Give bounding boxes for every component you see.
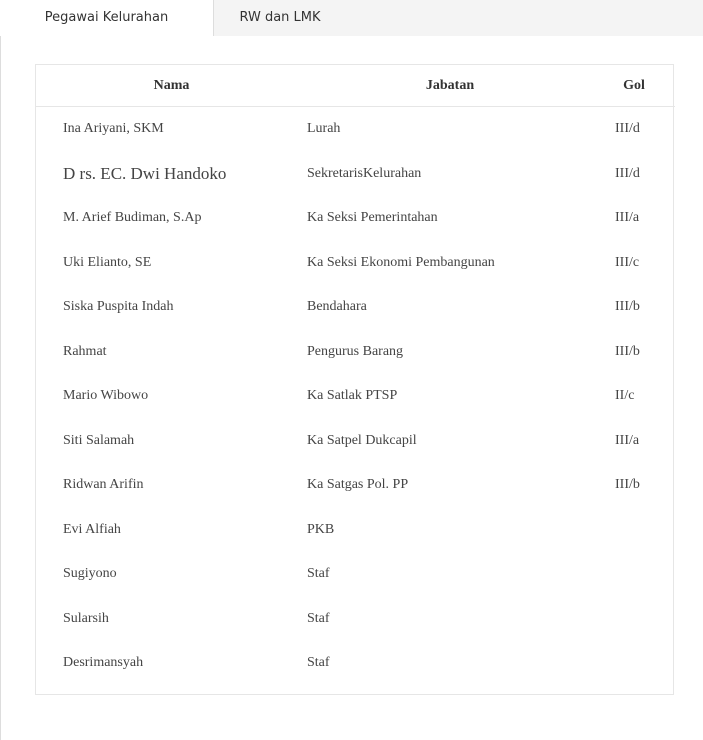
tab-rw-dan-lmk[interactable]: RW dan LMK [239,10,321,25]
cell-gol: III/b [615,299,640,315]
cell-gol: III/d [615,121,640,137]
staff-table-container [35,64,674,695]
cell-nama: Sularsih [63,610,109,626]
table-row [36,419,675,464]
cell-nama: Evi Alfiah [63,521,121,537]
cell-jabatan: Staf [307,655,330,671]
tab-pegawai-kelurahan[interactable]: Pegawai Kelurahan [0,0,214,37]
cell-jabatan: Ka Seksi Ekonomi Pembangunan [307,254,495,270]
table-row [36,241,675,286]
table-row [36,552,675,597]
cell-gol: II/c [615,388,635,404]
cell-jabatan: SekretarisKelurahan [307,165,422,181]
cell-gol [593,508,675,553]
table-row [36,463,675,508]
cell-gol [593,641,675,686]
table-row [36,597,675,642]
cell-gol: III/a [615,432,640,448]
cell-jabatan: Ka Satpel Dukcapil [307,432,417,448]
cell-nama: Sugiyono [63,566,117,582]
cell-jabatan: Bendahara [307,299,367,315]
cell-gol: III/c [615,254,640,270]
cell-jabatan: PKB [307,521,335,537]
table-row [36,152,675,197]
cell-nama: Mario Wibowo [63,388,149,404]
cell-jabatan: Lurah [307,121,341,137]
cell-gol [593,552,675,597]
table-row [36,641,675,686]
cell-nama: D rs. EC. Dwi Handoko [63,163,227,183]
header-nama: Nama [36,65,307,107]
table-row [36,330,675,375]
cell-nama: M. Arief Budiman, S.Ap [63,210,202,226]
cell-nama: Ina Ariyani, SKM [63,121,164,137]
cell-gol [593,597,675,642]
cell-nama: Siska Puspita Indah [63,299,174,315]
tab-panel [0,36,703,740]
cell-jabatan: Ka Seksi Pemerintahan [307,210,438,226]
cell-jabatan: Staf [307,566,330,582]
header-jabatan: Jabatan [307,65,593,107]
cell-nama: Rahmat [63,343,107,359]
table-row [36,196,675,241]
cell-nama: Uki Elianto, SE [63,254,152,270]
staff-table [36,65,675,686]
table-body [36,107,675,686]
table-row [36,107,675,152]
cell-nama: Desrimansyah [63,655,144,671]
tab-bar [0,0,703,37]
cell-jabatan: Ka Satgas Pol. PP [307,477,409,493]
cell-gol: III/b [615,343,640,359]
cell-jabatan: Staf [307,610,330,626]
cell-gol: III/a [615,210,640,226]
table-row [36,374,675,419]
cell-jabatan: Ka Satlak PTSP [307,388,398,404]
table-header-row [36,65,675,107]
cell-nama: Ridwan Arifin [63,477,144,493]
header-gol: Gol [593,65,675,107]
table-row [36,285,675,330]
table-row [36,508,675,553]
cell-gol: III/b [615,477,640,493]
cell-nama: Siti Salamah [63,432,135,448]
cell-gol: III/d [615,165,640,181]
cell-jabatan: Pengurus Barang [307,343,404,359]
